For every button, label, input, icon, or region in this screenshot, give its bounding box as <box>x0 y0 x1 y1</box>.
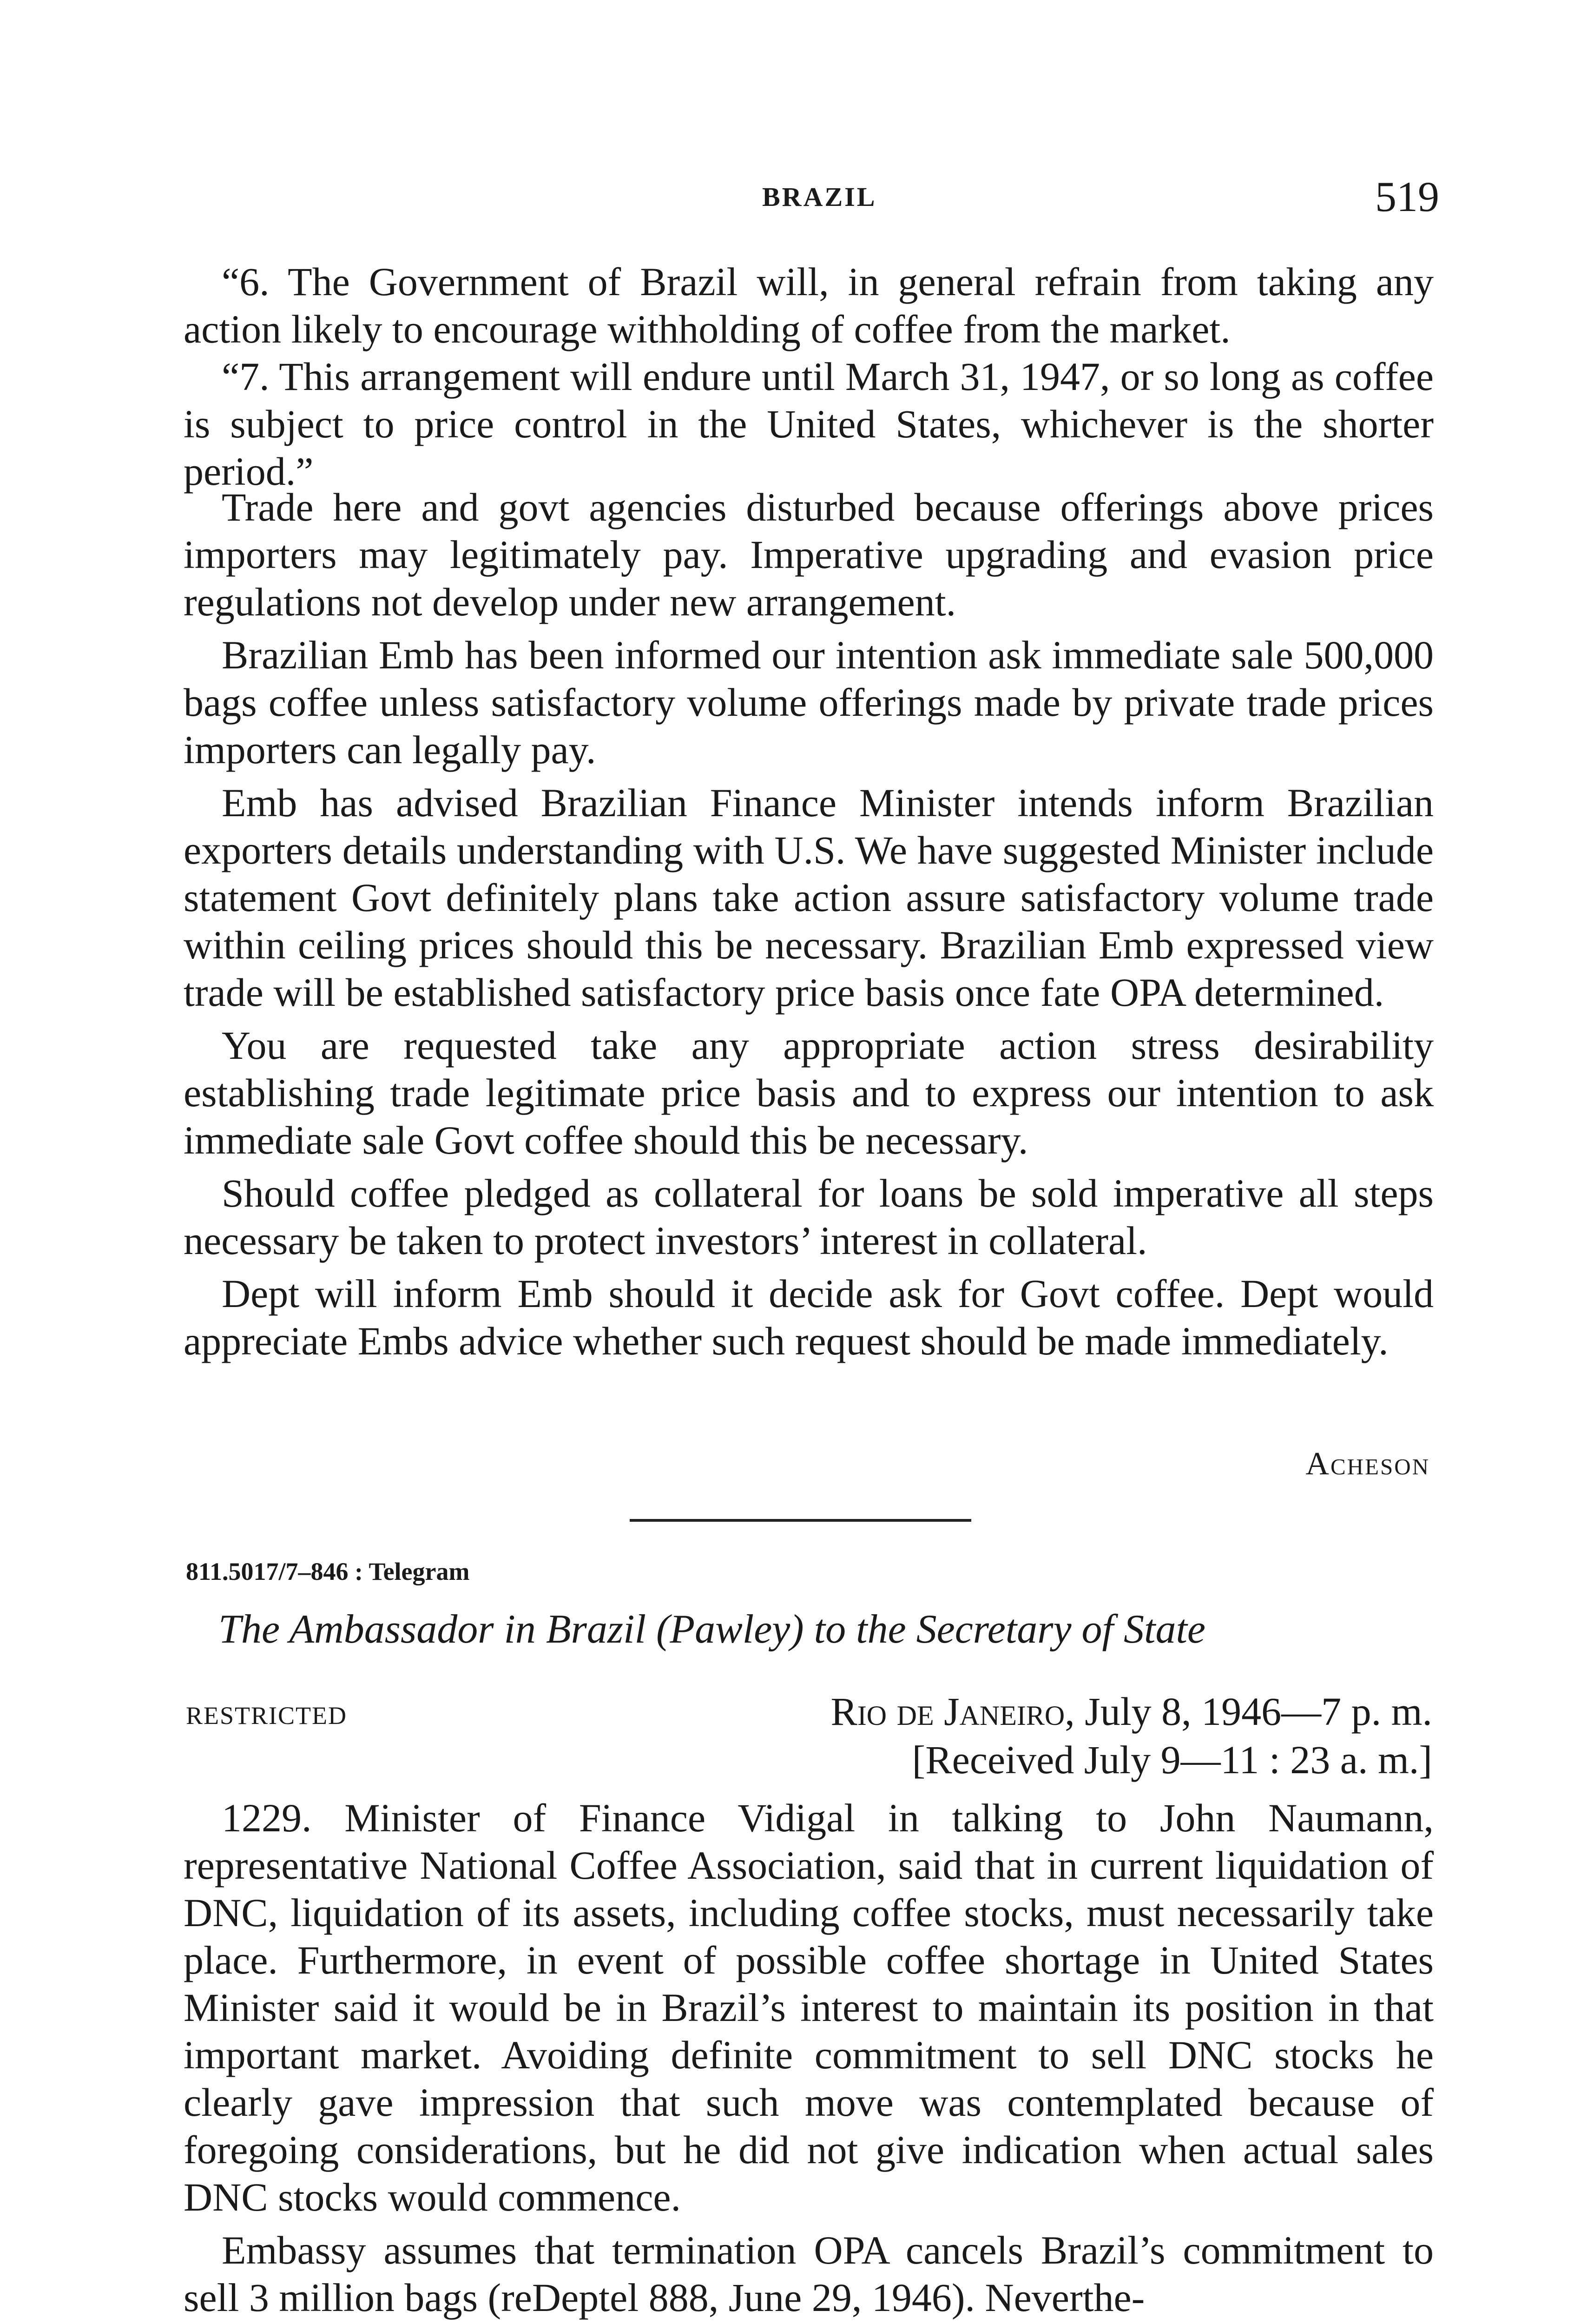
file-reference: 811.5017/7–846 : Telegram <box>186 1558 470 1585</box>
telegram-2-body <box>184 1794 1434 2324</box>
paragraph: Embassy assumes that termination OPA cancels Brazil’s commitment to sell 3 million bags (reDeptel 888, June 29, 1946). Neverthe- <box>184 2228 1434 2320</box>
classification-label: RESTRICTED <box>186 1702 348 1730</box>
dateline-received: [Received July 9—11 : 23 a. m.] <box>912 1737 1432 1782</box>
signature-acheson: Acheson <box>1305 1446 1430 1482</box>
dateline-sent <box>830 1687 1432 1736</box>
section-divider <box>630 1519 971 1522</box>
paragraph: Dept will inform Emb should it decide ask for Govt coffee. Dept would appreciate Embs advice whether such request should be made immediately. <box>184 1271 1434 1363</box>
dateline-place: Rio de Janeiro <box>830 1689 1065 1734</box>
telegram-1-body <box>184 483 1434 1370</box>
running-head: BRAZIL <box>762 182 877 212</box>
paragraph: You are requested take any appropriate action stress desirability establishing trade legitimate price basis and to express our intention to ask immediate sale Govt coffee should this be necessary. <box>184 1023 1434 1162</box>
dateline-date: , July 8, 1946—7 p. m. <box>1065 1689 1432 1734</box>
quote-item-6: “6. The Government of Brazil will, in general refrain from taking any action likely to encourage withholding of coffee from the market. <box>184 259 1434 351</box>
paragraph: Emb has advised Brazilian Finance Minister intends inform Brazilian exporters details understanding with U.S. We have suggested Minister include statement Govt definitely plans take action assure satisfactory volume trade within ceiling prices should this be necessary. Brazilian Emb expressed view trade will be established satisfactory price basis once fate OPA determined. <box>184 780 1434 1015</box>
document-heading: The Ambassador in Brazil (Pawley) to the Secretary of State <box>218 1607 1205 1652</box>
dateline <box>830 1687 1432 1784</box>
quote-item-7: “7. This arrangement will endure until March 31, 1947, or so long as coffee is subject to price control in the United States, whichever is the shorter period.” <box>184 354 1434 494</box>
quoted-terms <box>184 258 1434 495</box>
paragraph: 1229. Minister of Finance Vidigal in talking to John Naumann, representative National Coffee Association, said that in current liquidation of DNC, liquidation of its assets, including coffee stocks, must necessarily take place. Furthermore, in event of possible coffee shortage in United States Minister said it would be in Brazil’s interest to maintain its position in that important market. Avoiding definite commitment to sell DNC stocks he clearly gave impression that such move was contemplated because of foregoing considerations, but he did not give indication when actual sales DNC stocks would commence. <box>184 1796 1434 2219</box>
paragraph: Brazilian Emb has been informed our intention ask immediate sale 500,000 bags coffee unless satisfactory volume offerings made by private trade prices importers can legally pay. <box>184 633 1434 772</box>
page-number: 519 <box>1375 173 1439 220</box>
paragraph: Should coffee pledged as collateral for loans be sold imperative all steps necessary be taken to protect investors’ interest in collateral. <box>184 1171 1434 1263</box>
paragraph: Trade here and govt agencies disturbed because offerings above prices importers may legitimately pay. Imperative upgrading and evasion price regulations not develop under new arrangement. <box>184 485 1434 624</box>
